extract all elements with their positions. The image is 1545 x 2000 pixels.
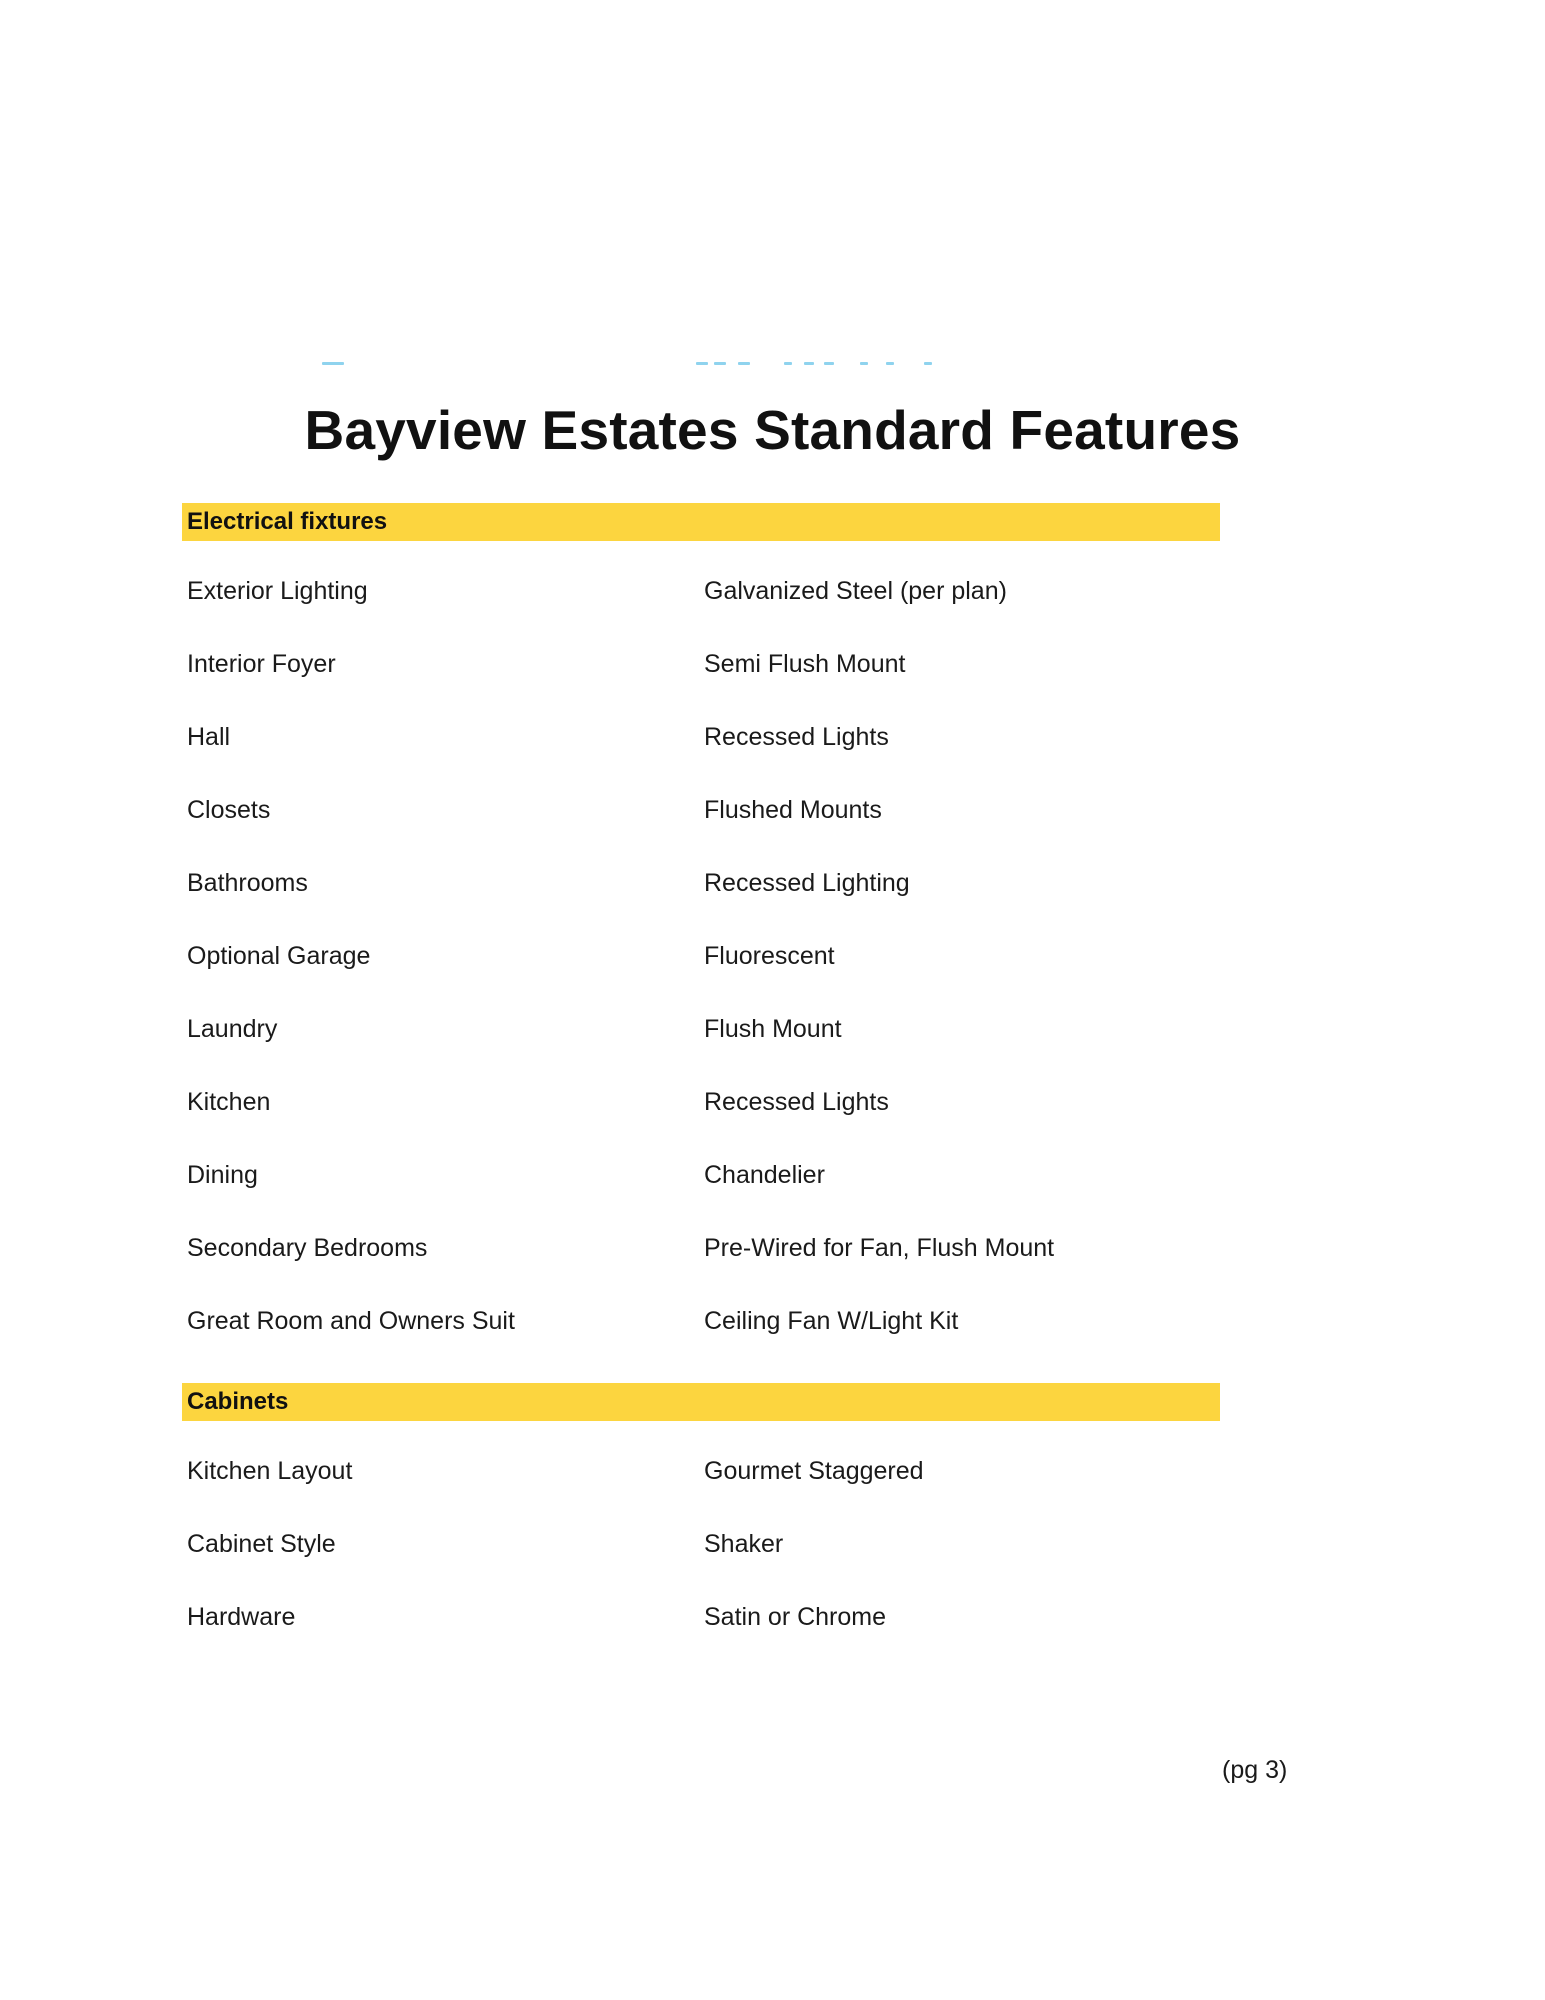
page-title: Bayview Estates Standard Features [304, 399, 1241, 461]
feature-row [182, 1015, 1220, 1088]
feature-row [182, 577, 1220, 650]
feature-value: Flush Mount [704, 1015, 842, 1043]
feature-value: Flushed Mounts [704, 796, 882, 824]
feature-label: Secondary Bedrooms [187, 1234, 428, 1262]
section-heading: Electrical fixtures [182, 503, 1220, 541]
feature-value: Semi Flush Mount [704, 650, 906, 678]
feature-label: Laundry [187, 1015, 278, 1043]
feature-value: Recessed Lights [704, 1088, 889, 1116]
cropped-header-fragments [320, 362, 1020, 368]
feature-label: Interior Foyer [187, 650, 336, 678]
feature-row [182, 1307, 1220, 1380]
feature-label: Optional Garage [187, 942, 371, 970]
feature-row [182, 1603, 1220, 1676]
feature-row [182, 1457, 1220, 1530]
feature-label: Hall [187, 723, 231, 751]
section-cabinets [182, 1383, 1220, 1676]
feature-value: Ceiling Fan W/Light Kit [704, 1307, 959, 1335]
feature-value: Recessed Lighting [704, 869, 910, 897]
feature-value: Pre-Wired for Fan, Flush Mount [704, 1234, 1055, 1262]
feature-row [182, 723, 1220, 796]
section-heading: Cabinets [182, 1383, 1220, 1421]
feature-value: Fluorescent [704, 942, 835, 970]
feature-label: Dining [187, 1161, 258, 1189]
feature-row [182, 869, 1220, 942]
feature-label: Bathrooms [187, 869, 308, 897]
feature-row [182, 650, 1220, 723]
feature-value: Shaker [704, 1530, 784, 1558]
feature-row [182, 942, 1220, 1015]
feature-label: Kitchen [187, 1088, 271, 1116]
feature-row [182, 1161, 1220, 1234]
feature-value: Recessed Lights [704, 723, 889, 751]
feature-label: Exterior Lighting [187, 577, 368, 605]
feature-value: Chandelier [704, 1161, 825, 1189]
feature-list [182, 1421, 1220, 1676]
page-number: (pg 3) [1222, 1756, 1288, 1784]
feature-label: Closets [187, 796, 271, 824]
feature-row [182, 1088, 1220, 1161]
feature-value: Gourmet Staggered [704, 1457, 924, 1485]
feature-row [182, 1234, 1220, 1307]
feature-list [182, 541, 1220, 1380]
feature-row [182, 1530, 1220, 1603]
feature-label: Cabinet Style [187, 1530, 336, 1558]
feature-label: Great Room and Owners Suit [187, 1307, 515, 1335]
feature-label: Hardware [187, 1603, 296, 1631]
feature-label: Kitchen Layout [187, 1457, 353, 1485]
feature-value: Satin or Chrome [704, 1603, 887, 1631]
feature-row [182, 796, 1220, 869]
section-electrical-fixtures [182, 503, 1220, 1380]
feature-value: Galvanized Steel (per plan) [704, 577, 1007, 605]
